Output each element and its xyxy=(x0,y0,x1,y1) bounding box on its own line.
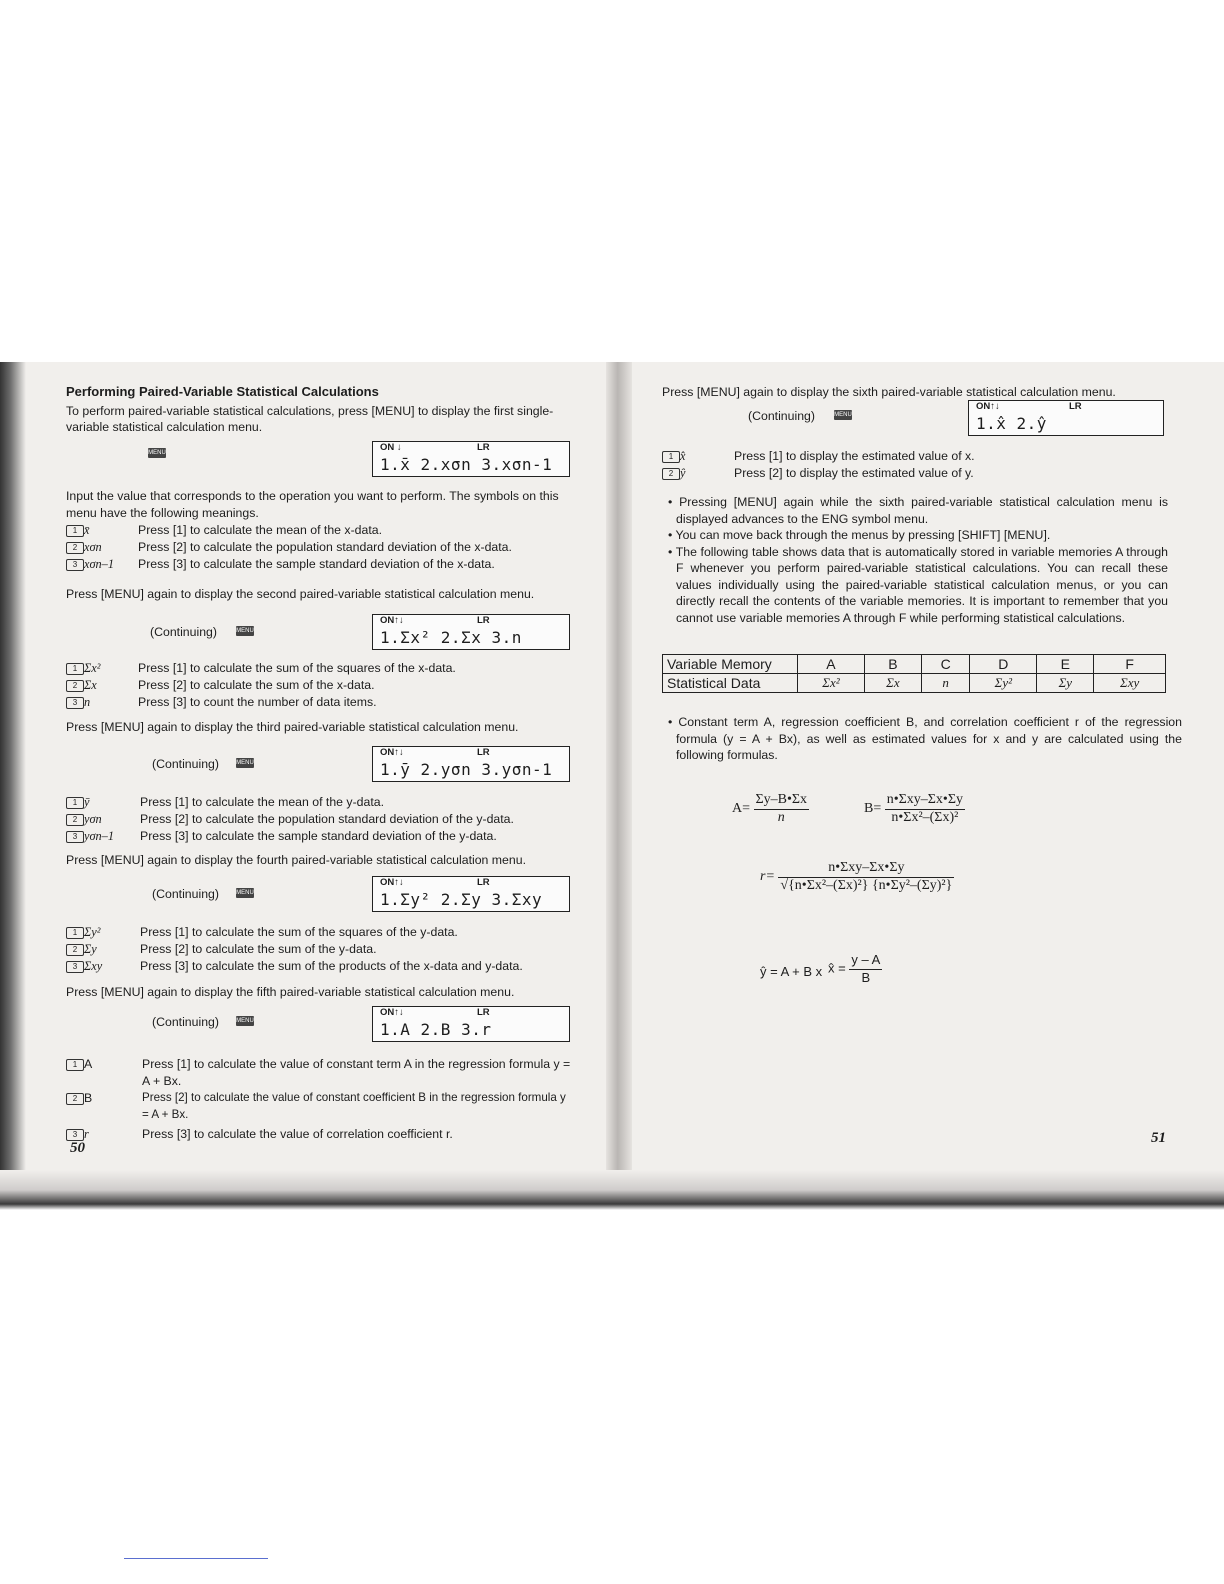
fraction xyxy=(754,792,810,826)
symbol: Σy² xyxy=(84,925,101,939)
symbol: Σxy xyxy=(84,959,103,973)
table-header-cell: Statistical Data xyxy=(663,674,798,693)
fraction xyxy=(778,860,954,894)
description: Press [2] to display the estimated value of y. xyxy=(734,466,974,480)
formula-yhat xyxy=(760,964,822,981)
press-instruction-6: Press [MENU] again to display the sixth paired-variable statistical calculation menu. xyxy=(662,385,1116,399)
symbol: yσn–1 xyxy=(84,829,114,843)
press-instruction-5: Press [MENU] again to display the fifth paired-variable statistical calculation menu. xyxy=(66,985,515,999)
description: Press [2] to calculate the value of constant coefficient B in the regression formula y = A + Bx. xyxy=(142,1091,566,1121)
lcd-indicator-on: ON↑↓ xyxy=(380,1007,404,1018)
page-number: 51 xyxy=(1151,1130,1166,1146)
numerator: n•Σxy–Σx•Σy xyxy=(778,860,954,878)
symbol: x̄ xyxy=(84,523,90,537)
table-cell: B xyxy=(864,655,921,674)
lcd-display-2 xyxy=(372,614,570,650)
description: Press [2] to calculate the sum of the x-data. xyxy=(138,678,375,692)
lcd-display-1 xyxy=(372,441,570,477)
right-page xyxy=(662,384,1182,1184)
table-cell: D xyxy=(970,655,1037,674)
symbol: n xyxy=(84,695,91,709)
formula-b xyxy=(864,792,965,826)
formula-a xyxy=(732,792,809,826)
lcd-indicator-on: ON↑↓ xyxy=(380,747,404,758)
symbol: A xyxy=(84,1057,93,1071)
note-bullet: • The following table shows data that is automatically stored in variable memories A through F whenever you perform paired-variable statistical calculations. You can recall these values individually using the paired-variable statistical calculation menus, or you can directly recall the contents of the variable memories. It is important to remember that you cannot use variable memories A through F while performing statistical calculations. xyxy=(668,544,1168,625)
key-3-icon: 3 xyxy=(66,831,84,843)
formula-label: x̂ = xyxy=(828,960,846,976)
continuing-label: (Continuing) xyxy=(152,1015,219,1029)
lcd-indicator-on: ON↑↓ xyxy=(380,877,404,888)
left-page xyxy=(66,384,574,1184)
list-item xyxy=(662,465,1168,482)
list-item xyxy=(66,660,574,677)
menu-key-icon: MENU xyxy=(236,1018,254,1024)
table-row xyxy=(663,674,1166,693)
key-1-icon: 1 xyxy=(66,797,84,809)
lcd-indicator-on: ON↑↓ xyxy=(380,615,404,626)
list-item xyxy=(66,924,574,941)
description: Press [1] to calculate the sum of the squares of the y-data. xyxy=(140,925,458,939)
book-gutter xyxy=(606,362,632,1210)
formula-text: ŷ = A + B x xyxy=(760,964,823,979)
table-row xyxy=(663,655,1166,674)
lcd-text: 1.A 2.B 3.r xyxy=(380,1020,492,1039)
symbol: yσn xyxy=(84,812,102,826)
lcd-display-5 xyxy=(372,1006,570,1042)
description: Press [3] to calculate the sample standard deviation of the y-data. xyxy=(140,829,497,843)
numerator: y – A xyxy=(849,952,882,970)
page-number: 50 xyxy=(70,1140,85,1156)
lcd-indicator-on: ON↑↓ xyxy=(976,401,1000,412)
description: Press [3] to calculate the sum of the products of the x-data and y-data. xyxy=(140,959,523,973)
table-cell: Σy² xyxy=(970,674,1037,693)
list-item xyxy=(66,556,574,573)
note-bullet: • You can move back through the menus by pressing [SHIFT] [MENU]. xyxy=(668,528,1051,542)
table-cell: Σxy xyxy=(1094,674,1166,693)
key-2-icon: 2 xyxy=(66,1093,84,1105)
description: Press [1] to calculate the value of constant term A in the regression formula y = A + Bx. xyxy=(142,1057,571,1088)
symbol: B xyxy=(84,1091,93,1105)
key-2-icon: 2 xyxy=(66,680,84,692)
denominator: B xyxy=(861,969,871,985)
lcd-display-3 xyxy=(372,746,570,782)
key-2-icon: 2 xyxy=(662,468,680,480)
variable-memory-table xyxy=(662,654,1166,693)
lcd-display-4 xyxy=(372,876,570,912)
table-cell: Σx xyxy=(864,674,921,693)
key-2-icon: 2 xyxy=(66,542,84,554)
formula-label: r= xyxy=(760,869,775,885)
symbol: Σx² xyxy=(84,661,101,675)
continuing-label: (Continuing) xyxy=(152,757,219,771)
key-3-icon: 3 xyxy=(66,961,84,973)
symbol: Σx xyxy=(84,678,97,692)
key-3-icon: 3 xyxy=(66,697,84,709)
continuing-label: (Continuing) xyxy=(748,409,815,423)
list-item xyxy=(66,1090,574,1124)
key-3-icon: 3 xyxy=(66,559,84,571)
description: Press [1] to calculate the mean of the y-data. xyxy=(140,795,385,809)
menu-key-icon: MENU xyxy=(236,890,254,896)
intro-paragraph: To perform paired-variable statistical calculations, press [MENU] to display the first single-variable statistical calculation menu. xyxy=(66,403,554,434)
key-2-icon: 2 xyxy=(66,944,84,956)
section-title: Performing Paired-Variable Statistical Calculations xyxy=(66,384,379,399)
table-cell: n xyxy=(921,674,969,693)
lcd-text: 1.ȳ 2.yσn 3.yσn-1 xyxy=(380,760,553,779)
press-instruction-2: Press [MENU] again to display the second paired-variable statistical calculation menu. xyxy=(66,587,535,601)
description: Press [2] to calculate the sum of the y-data. xyxy=(140,942,377,956)
press-instruction-4: Press [MENU] again to display the fourth paired-variable statistical calculation menu. xyxy=(66,853,526,867)
description: Press [3] to count the number of data items. xyxy=(138,695,377,709)
denominator: n•Σx²–(Σx)² xyxy=(891,809,959,825)
lcd-indicator-lr: LR xyxy=(477,1007,490,1018)
table-header-cell: Variable Memory xyxy=(663,655,798,674)
formula-label: B= xyxy=(864,801,882,817)
denominator: n xyxy=(777,809,785,825)
lcd-indicator-lr: LR xyxy=(1069,401,1082,412)
fraction xyxy=(885,792,965,826)
fraction xyxy=(849,952,882,986)
lcd-text: 1.Σy² 2.Σy 3.Σxy xyxy=(380,890,543,909)
list-item xyxy=(66,694,574,711)
symbol: xσn–1 xyxy=(84,557,114,571)
lcd-indicator-lr: LR xyxy=(477,442,490,453)
table-cell: C xyxy=(921,655,969,674)
list-item xyxy=(66,958,574,975)
table-cell: A xyxy=(798,655,865,674)
lcd-text: 1.x̂ 2.ŷ xyxy=(976,414,1047,433)
description: Press [3] to calculate the value of correlation coefficient r. xyxy=(142,1127,453,1141)
continuing-label: (Continuing) xyxy=(150,625,217,639)
numerator: n•Σxy–Σx•Σy xyxy=(885,792,965,810)
list-item xyxy=(66,828,574,845)
constant-note: • Constant term A, regression coefficient B, and correlation coefficient r of the regression formula (y = A + Bx), as well as estimated values for x and y are calculated using the following formulas. xyxy=(668,715,1182,762)
key-3-icon: 3 xyxy=(66,1129,84,1141)
list-item xyxy=(66,1056,574,1090)
footnote-rule xyxy=(124,1558,268,1559)
denominator: √{n•Σx²–(Σx)²} {n•Σy²–(Σy)²} xyxy=(780,877,953,893)
lcd-indicator-lr: LR xyxy=(477,615,490,626)
list-item xyxy=(66,941,574,958)
lcd-display-6 xyxy=(968,400,1164,436)
lcd-text: 1.Σx² 2.Σx 3.n xyxy=(380,628,522,647)
description: Press [1] to display the estimated value of x. xyxy=(734,449,975,463)
formula-xhat xyxy=(828,952,882,986)
list-item xyxy=(66,677,574,694)
list-item xyxy=(66,522,574,539)
list-item xyxy=(66,1126,574,1143)
menu-key-icon: MENU xyxy=(236,760,254,766)
symbol: ŷ xyxy=(680,466,686,480)
table-cell: Σy xyxy=(1037,674,1094,693)
formula-label: A= xyxy=(732,801,751,817)
description: Press [2] to calculate the population standard deviation of the x-data. xyxy=(138,540,512,554)
key-1-icon: 1 xyxy=(66,927,84,939)
description: Press [2] to calculate the population standard deviation of the y-data. xyxy=(140,812,514,826)
key-1-icon: 1 xyxy=(66,663,84,675)
lcd-text: 1.x̄ 2.xσn 3.xσn-1 xyxy=(380,455,553,474)
notes-list xyxy=(662,494,1168,626)
description: Press [1] to calculate the sum of the squares of the x-data. xyxy=(138,661,456,675)
symbol: Σy xyxy=(84,942,97,956)
table-cell: F xyxy=(1094,655,1166,674)
lcd-indicator-lr: LR xyxy=(477,747,490,758)
list-item xyxy=(66,811,574,828)
table-cell: E xyxy=(1037,655,1094,674)
list-item xyxy=(66,794,574,811)
press-instruction-3: Press [MENU] again to display the third paired-variable statistical calculation menu. xyxy=(66,720,519,734)
list-item xyxy=(662,448,1168,465)
key-1-icon: 1 xyxy=(662,451,680,463)
note-bullet: • Pressing [MENU] again while the sixth paired-variable statistical calculation menu is displayed advances to the ENG symbol menu. xyxy=(668,495,1168,526)
description: Press [3] to calculate the sample standard deviation of the x-data. xyxy=(138,557,495,571)
key-1-icon: 1 xyxy=(66,525,84,537)
symbol: x̂ xyxy=(680,449,686,463)
menu-key-icon: MENU xyxy=(236,628,254,634)
numerator: Σy–B•Σx xyxy=(754,792,810,810)
key-1-icon: 1 xyxy=(66,1059,84,1071)
explain-paragraph: Input the value that corresponds to the operation you want to perform. The symbols on this menu have the following meanings. xyxy=(66,489,559,520)
symbol: ȳ xyxy=(84,795,90,809)
key-2-icon: 2 xyxy=(66,814,84,826)
symbol: r xyxy=(84,1127,89,1141)
table-cell: Σx² xyxy=(798,674,865,693)
description: Press [1] to calculate the mean of the x-data. xyxy=(138,523,383,537)
formula-r xyxy=(760,860,954,894)
menu-key-icon: MENU xyxy=(148,450,166,456)
menu-key-icon: MENU xyxy=(834,412,852,418)
continuing-label: (Continuing) xyxy=(152,887,219,901)
symbol: xσn xyxy=(84,540,102,554)
list-item xyxy=(66,539,574,556)
lcd-indicator-lr: LR xyxy=(477,877,490,888)
lcd-indicator-on: ON ↓ xyxy=(380,442,402,453)
